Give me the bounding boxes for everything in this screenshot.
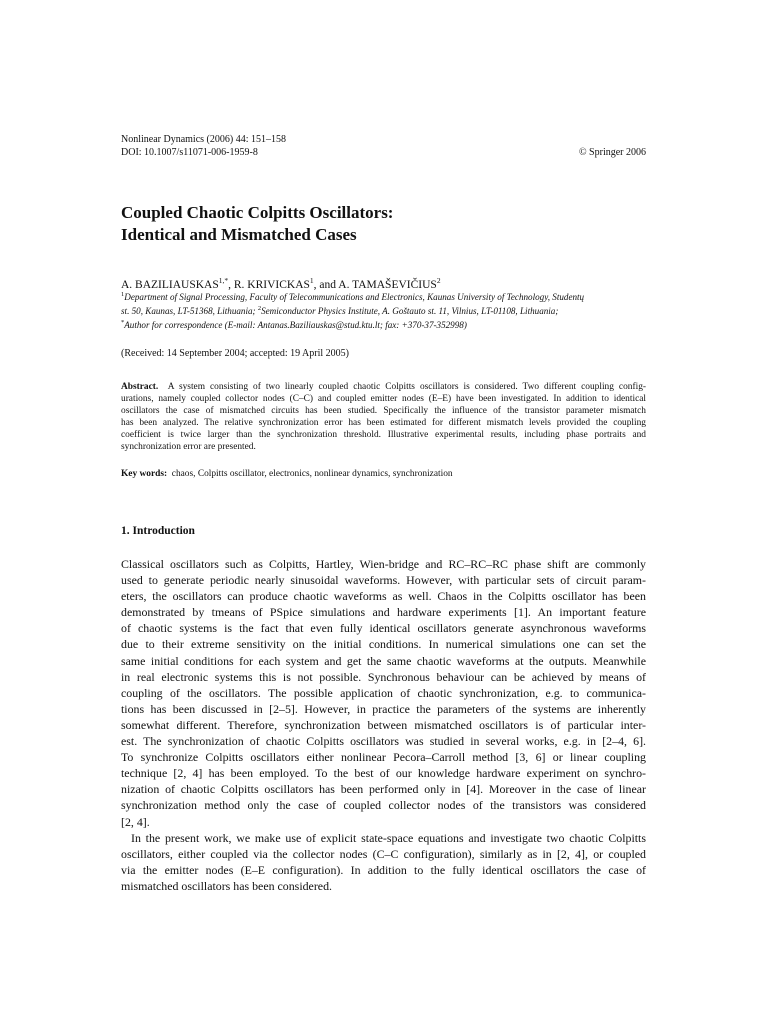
abstract-text: A system consisting of two linearly coupled chaotic Colpitts oscillators is considered. Two different coupling config- xyxy=(167,382,647,392)
body-line: somewhat different. Therefore, synchronization between mismatched oscillators is of particular inter- xyxy=(121,717,646,732)
body-line: synchronization method only the case of coupled collector nodes of the transistors was considered xyxy=(121,798,646,813)
affiliation-2-marker: 2 xyxy=(257,305,262,313)
abstract-line: coefficient is twice larger than the synchronization threshold. Illustrative experimental results, including phase portraits and xyxy=(121,430,646,441)
body-line: eters, the oscillators can produce chaotic waveforms as well. Chaos in the Colpitts oscillator has been xyxy=(121,589,646,604)
author-1: A. BAZILIAUSKAS xyxy=(121,278,219,291)
body-line: coupling of the oscillators. The possible application of chaotic synchronization, e.g. to communica- xyxy=(121,685,646,700)
affiliation-line-2 xyxy=(121,303,649,317)
abstract xyxy=(121,381,646,454)
affiliation-1-text: Department of Signal Processing, Faculty of Telecommunications and Electronics, Kaunas University of Technology, Studentų xyxy=(124,292,585,303)
abstract-line: synchronization error are presented. xyxy=(121,442,256,453)
body-text xyxy=(121,556,646,894)
body-line: tions has been discussed in [2–5]. However, in practice the parameters of the systems are inherently xyxy=(121,701,646,716)
body-line: via the emitter nodes (E–E configuration). In addition to the fully identical oscillators the case of xyxy=(121,862,646,877)
author-1-marker: 1,* xyxy=(218,276,229,285)
abstract-line xyxy=(121,381,646,393)
body-line: To synchronize Colpitts oscillators either nonlinear Pecora–Carroll method [3, 6] or linear coupling xyxy=(121,750,646,765)
author-3: , and A. TAMAŠEVIČIUS xyxy=(313,278,437,291)
journal-citation: Nonlinear Dynamics (2006) 44: 151–158 xyxy=(121,134,286,145)
affiliation-line-1 xyxy=(121,289,649,303)
received-dates: (Received: 14 September 2004; accepted: 19 April 2005) xyxy=(121,348,349,359)
body-line: oscillators, either coupled via the collector nodes (C–C configuration), similarly as in [2, 4], or coupled xyxy=(121,846,646,861)
correspondence-text: Author for correspondence (E-mail: Antanas.Baziliauskas@stud.ktu.lt; fax: +370-37-352998) xyxy=(124,320,467,331)
keywords-text: chaos, Colpitts oscillator, electronics, nonlinear dynamics, synchronization xyxy=(171,469,453,479)
author-2: , R. KRIVICKAS xyxy=(228,278,310,291)
keywords xyxy=(121,468,453,480)
abstract-label: Abstract. xyxy=(121,382,159,392)
correspondence-marker: * xyxy=(121,319,125,327)
section-heading: 1. Introduction xyxy=(121,525,195,537)
body-line: used to generate periodic nearly sinusoidal waveforms. However, with particular sets of circuit param- xyxy=(121,573,646,588)
affiliation-1-marker: 1 xyxy=(121,291,125,298)
keywords-label: Key words: xyxy=(121,469,168,479)
journal-header xyxy=(121,133,646,159)
body-line: nization of chaotic Colpitts oscillators has been performed only in [4]. Moreover in the case of linear xyxy=(121,782,646,797)
body-line: of chaotic systems is the fact that even fully identical oscillators generate asynchronous waveforms xyxy=(121,621,646,636)
copyright: © Springer 2006 xyxy=(578,147,646,158)
body-line: est. The synchronization of chaotic Colpitts oscillators was studied in several works, e.g. in [2–4, 6]. xyxy=(121,734,646,749)
affiliation-1-cont: st. 50, Kaunas, LT-51368, Lithuania; xyxy=(121,306,258,317)
body-line: [2, 4]. xyxy=(121,814,150,829)
title-line-1: Coupled Chaotic Colpitts Oscillators: xyxy=(121,203,394,222)
affiliation-2-text: Semiconductor Physics Institute, A. Goštauto st. 11, Vilnius, LT-01108, Lithuania; xyxy=(261,306,559,317)
correspondence-line xyxy=(121,317,649,331)
abstract-line: has been analyzed. The relative synchronization error has been estimated for different mismatch levels provided the coupling xyxy=(121,418,646,429)
body-line: due to their extreme sensitivity on the initial conditions. In numerical simulations one can set the xyxy=(121,637,646,652)
body-line: same initial conditions for each system and get the same chaotic waveforms at the outputs. Meanwhile xyxy=(121,653,646,668)
body-line: In the present work, we make use of explicit state-space equations and investigate two chaotic Colpitts xyxy=(131,830,646,845)
doi: DOI: 10.1007/s11071-006-1959-8 xyxy=(121,147,258,158)
affiliations xyxy=(121,289,649,332)
abstract-line: oscillators the case of mismatched circuits has been studied. Specifically the influence of the transistor parameter mismatch xyxy=(121,406,646,417)
body-line: technique [2, 4] has been employed. To the best of our knowledge hardware experiment on synchro- xyxy=(121,766,646,781)
body-line: in real electronic systems this is not possible. Synchronous behaviour can be achieved by means of xyxy=(121,669,646,684)
author-2-marker: 1 xyxy=(309,276,314,285)
body-line: demonstrated by tmeans of PSpice simulations and hardware experiments [1]. An important feature xyxy=(121,605,646,620)
doi-row xyxy=(121,146,646,159)
body-line: Classical oscillators such as Colpitts, Hartley, Wien-bridge and RC–RC–RC phase shift are commonly xyxy=(121,557,646,571)
abstract-line: urations, namely coupled collector nodes (C–C) and coupled emitter nodes (E–E) have been investigated. In addition to identical xyxy=(121,394,646,405)
author-3-marker: 2 xyxy=(436,276,441,285)
paper-title xyxy=(121,202,661,246)
title-line-2: Identical and Mismatched Cases xyxy=(121,225,357,244)
body-line: mismatched oscillators has been considered. xyxy=(121,878,332,893)
